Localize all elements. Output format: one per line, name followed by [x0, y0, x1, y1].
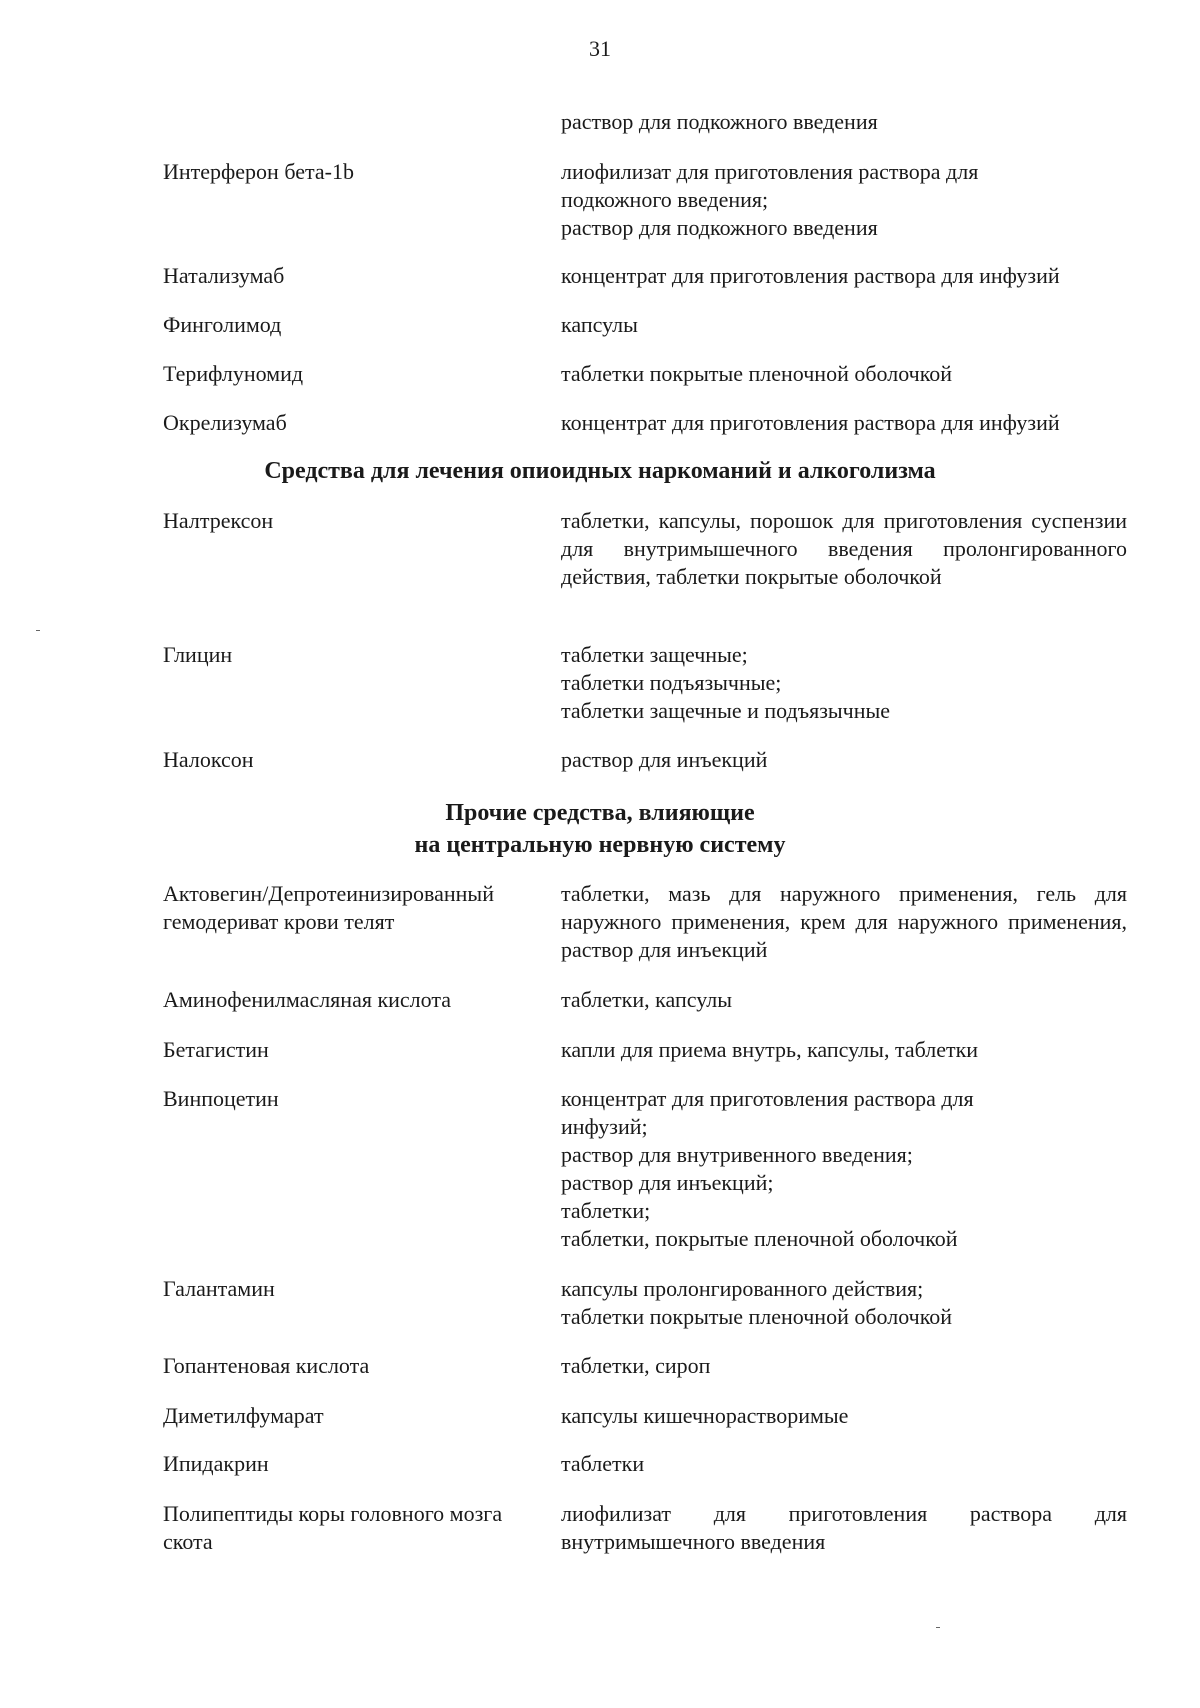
drug-name: Окрелизумаб: [163, 410, 287, 435]
drug-name: Ипидакрин: [163, 1451, 269, 1476]
drug-name: Аминофенилмасляная кислота: [163, 987, 452, 1012]
dosage-form-line: подкожного введения;: [561, 187, 769, 212]
dosage-forms: [561, 1500, 1127, 1556]
section-heading-line: Средства для лечения опиоидных наркоманий и алкоголизма: [264, 458, 936, 484]
drug-name: Галантамин: [163, 1276, 275, 1301]
scan-speck: [36, 630, 40, 631]
dosage-form-line: концентрат для приготовления раствора для: [561, 1086, 974, 1111]
drug-name: Винпоцетин: [163, 1086, 279, 1111]
dosage-form-line: раствор для инъекций;: [561, 1170, 774, 1195]
dosage-form-line: инфузий;: [561, 1114, 648, 1139]
drug-name: Налтрексон: [163, 508, 274, 533]
dosage-form-line: таблетки;: [561, 1198, 651, 1223]
dosage-forms: [561, 1352, 1127, 1380]
drug-name: Натализумаб: [163, 263, 285, 288]
dosage-form-line: таблетки: [561, 1451, 645, 1476]
dosage-forms: [561, 1036, 1127, 1064]
dosage-form-line: таблетки, покрытые пленочной оболочкой: [561, 1226, 958, 1251]
dosage-form-line: раствор для внутривенного введения;: [561, 1142, 913, 1167]
dosage-form-line: таблетки подъязычные;: [561, 670, 782, 695]
dosage-form-line: капсулы пролонгированного действия;: [561, 1276, 924, 1301]
dosage-forms: [561, 262, 1127, 290]
dosage-form-line: таблетки, капсулы: [561, 987, 732, 1012]
section-heading: [0, 797, 1200, 861]
dosage-forms: [561, 880, 1127, 964]
dosage-form-line: раствор для подкожного введения: [561, 109, 878, 134]
section-heading: [0, 455, 1200, 487]
drug-name: Финголимод: [163, 312, 282, 337]
dosage-form-line: лиофилизат для приготовления раствора для внутримышечного введения: [561, 1501, 1127, 1554]
dosage-form-line: капсулы: [561, 312, 638, 337]
dosage-form-line: таблетки защечные;: [561, 642, 748, 667]
dosage-form-line: таблетки покрытые пленочной оболочкой: [561, 361, 953, 386]
dosage-forms: [561, 641, 1127, 725]
dosage-form-line: таблетки защечные и подъязычные: [561, 698, 891, 723]
dosage-forms: [561, 108, 1127, 136]
dosage-forms: [561, 1085, 1127, 1253]
dosage-form-line: капли для приема внутрь, капсулы, таблетки: [561, 1037, 979, 1062]
dosage-form-line: концентрат для приготовления раствора для инфузий: [561, 410, 1060, 435]
dosage-form-line: концентрат для приготовления раствора для инфузий: [561, 263, 1060, 288]
dosage-forms: [561, 311, 1127, 339]
section-heading-line: на центральную нервную систему: [414, 832, 786, 858]
drug-name: Гопантеновая кислота: [163, 1353, 370, 1378]
dosage-form-line: раствор для инъекций: [561, 747, 768, 772]
section-heading-line: Прочие средства, влияющие: [445, 800, 755, 826]
dosage-form-line: лиофилизат для приготовления раствора для: [561, 159, 979, 184]
dosage-forms: [561, 507, 1127, 591]
drug-name: Глицин: [163, 642, 233, 667]
drug-name: Терифлуномид: [163, 361, 304, 386]
dosage-forms: [561, 1275, 1127, 1331]
drug-name: Интерферон бета-1b: [163, 159, 354, 184]
drug-name: Налоксон: [163, 747, 254, 772]
drug-name: Полипептиды коры головного мозга скота: [163, 1501, 503, 1554]
page-number: 31: [589, 36, 611, 61]
dosage-forms: [561, 360, 1127, 388]
drug-name: Бетагистин: [163, 1037, 269, 1062]
dosage-forms: [561, 1402, 1127, 1430]
drug-name: Диметилфумарат: [163, 1403, 324, 1428]
scan-speck: [936, 1627, 940, 1628]
dosage-form-line: таблетки покрытые пленочной оболочкой: [561, 1304, 953, 1329]
dosage-forms: [561, 986, 1127, 1014]
dosage-forms: [561, 746, 1127, 774]
drug-name: Актовегин/Депротеинизированный гемодериват крови телят: [163, 881, 494, 934]
dosage-form-line: раствор для подкожного введения: [561, 215, 878, 240]
dosage-form-line: таблетки, сироп: [561, 1353, 711, 1378]
dosage-form-line: таблетки, капсулы, порошок для приготовления суспензии для внутримышечного введения пролонгированного действия, таблетки покрытые оболочкой: [561, 508, 1127, 589]
dosage-forms: [561, 1450, 1127, 1478]
dosage-form-line: таблетки, мазь для наружного применения, гель для наружного применения, крем для наружного применения, раствор для инъекций: [561, 881, 1127, 962]
dosage-forms: [561, 158, 1127, 242]
dosage-forms: [561, 409, 1127, 437]
dosage-form-line: капсулы кишечнорастворимые: [561, 1403, 849, 1428]
